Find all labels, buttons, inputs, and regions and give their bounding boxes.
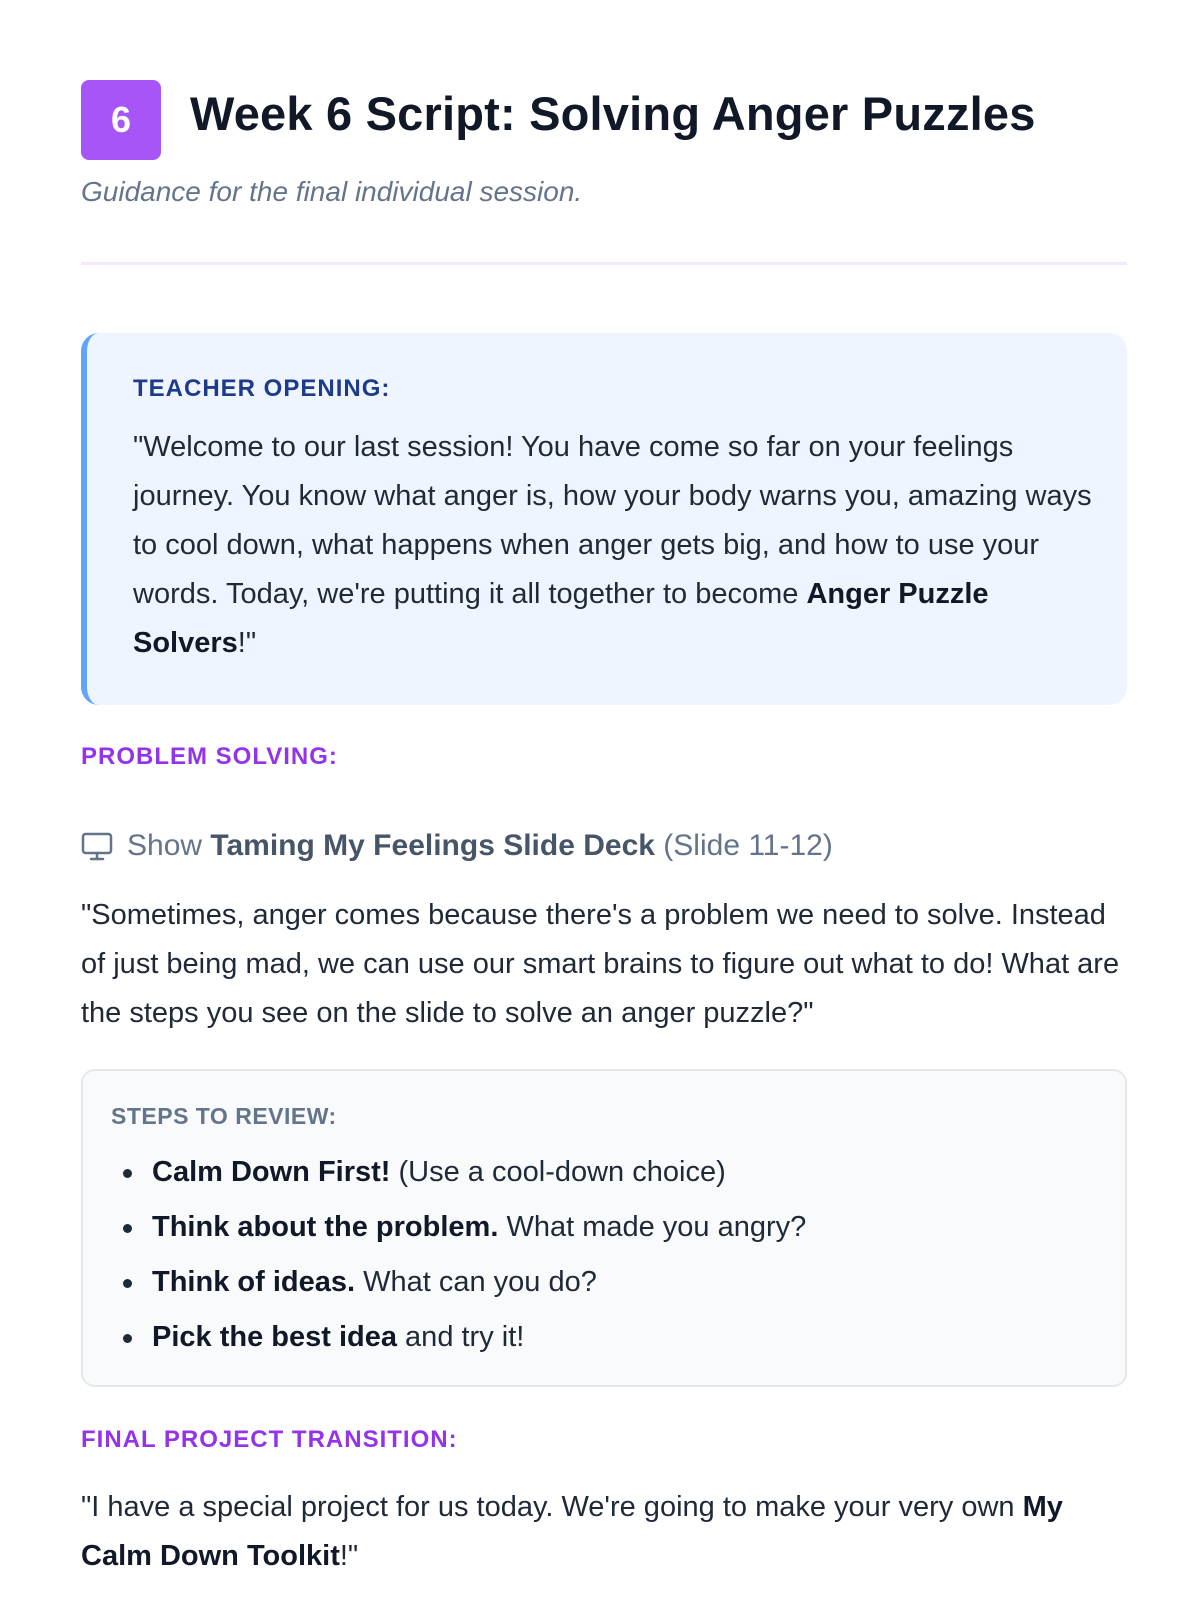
final-project-label: FINAL PROJECT TRANSITION: <box>81 1426 458 1453</box>
step-title: Calm Down First! <box>152 1156 391 1188</box>
final-project-paragraph <box>81 1483 1127 1581</box>
header-divider <box>81 262 1127 265</box>
teacher-opening-emphasis: Anger Puzzle Solvers <box>133 578 989 659</box>
step-title: Think about the problem. <box>152 1211 499 1243</box>
page-header <box>81 80 1127 162</box>
step-detail: What can you do? <box>355 1266 597 1298</box>
teacher-opening-end: !" <box>237 627 257 659</box>
page-title: Week 6 Script: Solving Anger Puzzles <box>190 87 1036 140</box>
teacher-opening-body: "Welcome to our last session! You have come so far on your feelings journey. You know what anger is, how your body warns you, amazing ways to cool down, what happens when anger gets big, and how to use your words. Today, we're putting it all together to become <box>133 431 1092 610</box>
slide-reference-text <box>127 826 833 866</box>
steps-label: STEPS TO REVIEW: <box>111 1103 337 1129</box>
problem-solving-label: PROBLEM SOLVING: <box>81 743 338 770</box>
final-project-emphasis: My Calm Down Toolkit <box>81 1491 1063 1572</box>
final-project-end: !" <box>339 1540 359 1572</box>
monitor-icon <box>81 830 113 862</box>
step-item <box>111 1200 806 1255</box>
slide-prefix: Show <box>127 829 211 862</box>
slide-deck-name: Taming My Feelings Slide Deck <box>210 829 655 862</box>
step-item <box>111 1255 806 1310</box>
steps-review-box <box>81 1069 1127 1387</box>
page-subtitle: Guidance for the final individual session. <box>81 176 583 207</box>
step-item <box>111 1310 806 1365</box>
teacher-opening-label: TEACHER OPENING: <box>133 375 391 402</box>
week-number-badge: 6 <box>81 80 161 160</box>
step-title: Pick the best idea <box>152 1321 397 1353</box>
step-title: Think of ideas. <box>152 1266 356 1298</box>
steps-list <box>111 1145 806 1365</box>
problem-solving-paragraph: "Sometimes, anger comes because there's a problem we need to solve. Instead of just being mad, we can use our smart brains to figure out what to do! What are the steps you see on the slide to solve an anger puzzle?" <box>81 899 1120 1029</box>
teacher-opening-callout <box>81 333 1127 705</box>
step-item <box>111 1145 806 1200</box>
final-project-body: "I have a special project for us today. We're going to make your very own <box>81 1491 1023 1523</box>
teacher-opening-text <box>133 423 1093 668</box>
step-detail: (Use a cool-down choice) <box>390 1156 726 1188</box>
slide-reference <box>81 826 1127 866</box>
step-detail: What made you angry? <box>498 1211 807 1243</box>
step-detail: and try it! <box>397 1321 525 1353</box>
slide-range: (Slide 11-12) <box>654 829 833 862</box>
